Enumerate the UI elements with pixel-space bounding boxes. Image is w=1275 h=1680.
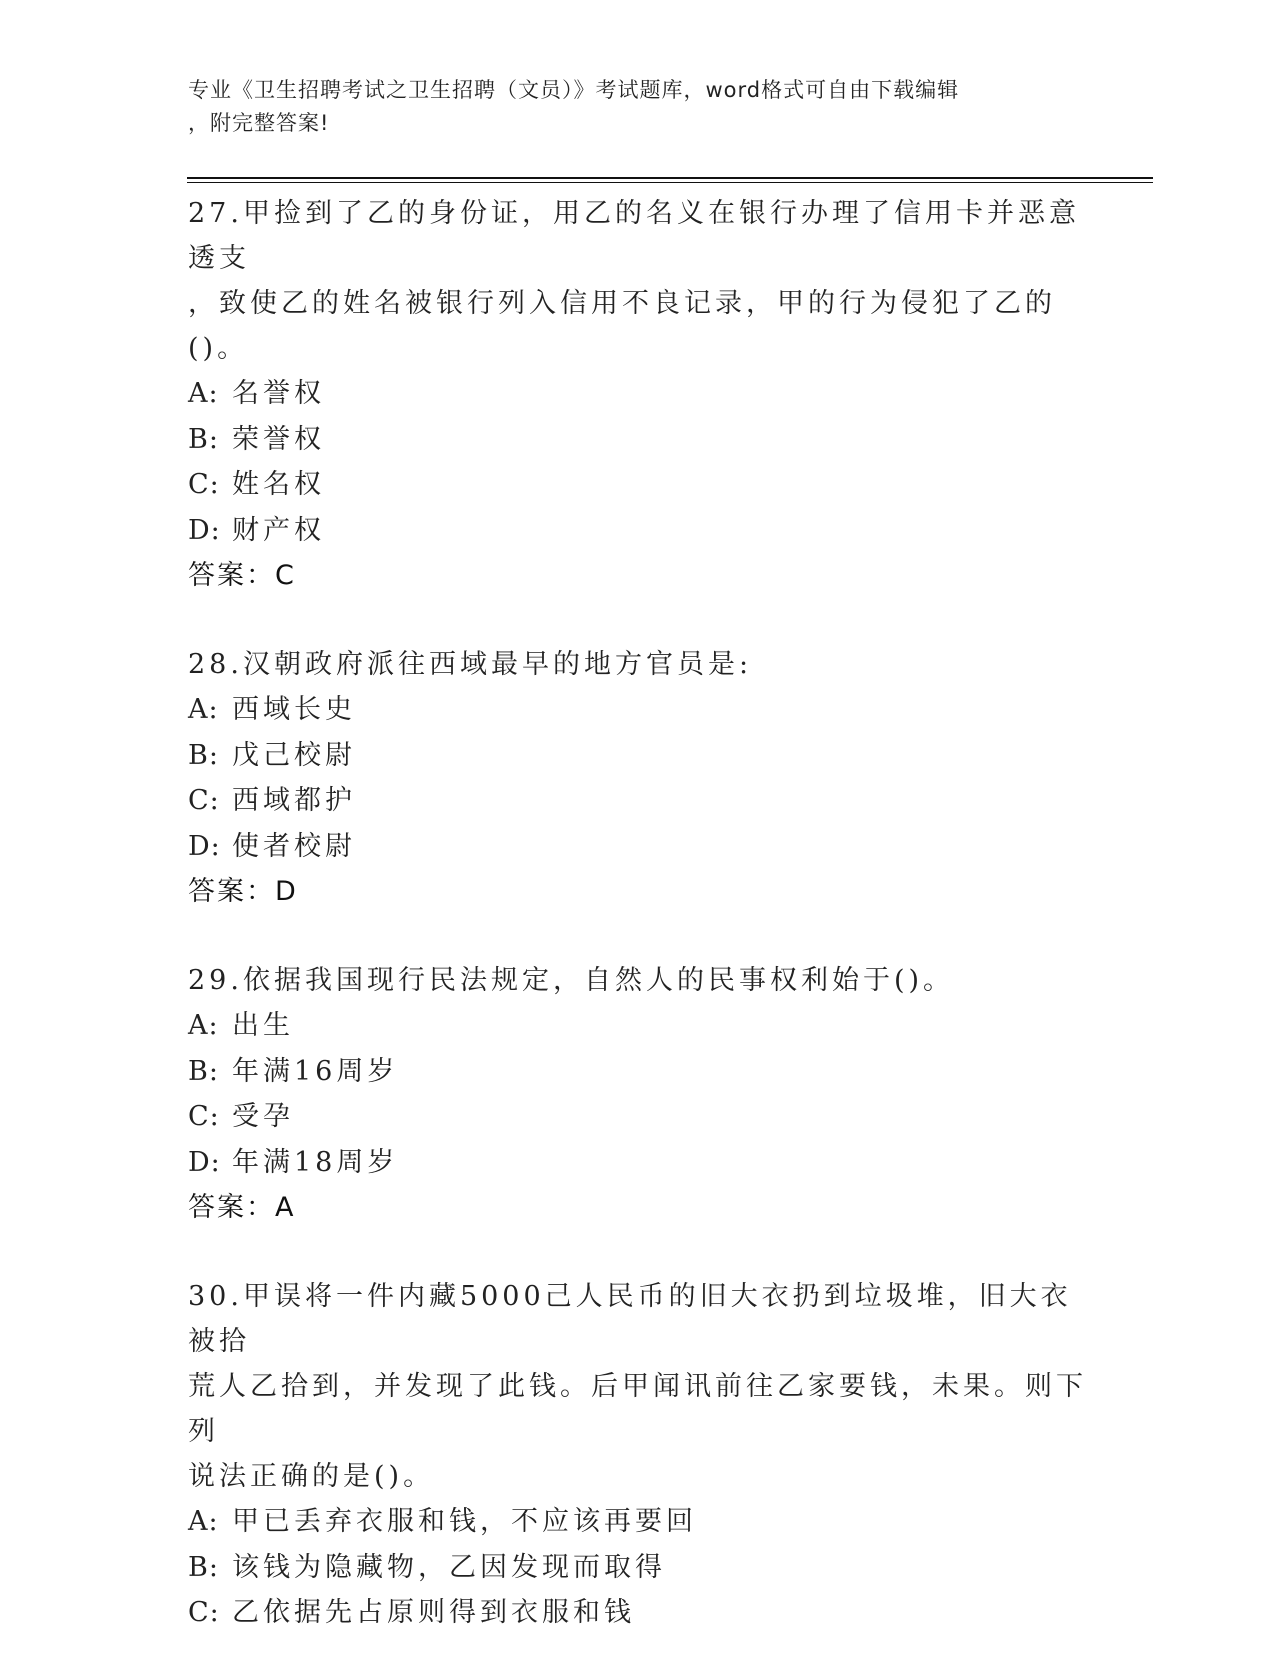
option-text: 受孕 <box>232 1101 294 1132</box>
option-b <box>188 1049 1088 1095</box>
question-30 <box>188 1274 1088 1636</box>
option-d <box>188 824 1088 870</box>
option-c <box>188 462 1088 508</box>
option-a <box>188 687 1088 733</box>
option-letter: C: <box>188 1101 220 1132</box>
question-stem-line: 说法正确的是()。 <box>188 1461 435 1492</box>
question-28 <box>188 642 1088 914</box>
option-text: 姓名权 <box>232 469 325 500</box>
header-divider-thin <box>187 182 1153 183</box>
answer-label: 答案：A <box>188 1192 296 1223</box>
option-d <box>188 508 1088 554</box>
option-b <box>188 1545 1088 1591</box>
header-line-1: 专业《卫生招聘考试之卫生招聘（文员）》考试题库，word格式可自由下载编辑 <box>188 78 960 102</box>
question-stem-line: 30.甲误将一件内藏5000己人民币的旧大衣扔到垃圾堆，旧大衣被拾 <box>188 1281 1072 1357</box>
header-line-2: ，附完整答案! <box>188 111 330 135</box>
option-letter: C: <box>188 1597 220 1628</box>
option-text: 甲已丢弃衣服和钱，不应该再要回 <box>232 1506 697 1537</box>
question-27 <box>188 191 1088 598</box>
option-b <box>188 733 1088 779</box>
answer-label: 答案：C <box>188 560 296 591</box>
option-letter: B: <box>188 1551 219 1583</box>
option-letter: B: <box>188 1055 219 1087</box>
question-stem-line: 荒人乙拾到，并发现了此钱。后甲闻讯前往乙家要钱，未果。则下列 <box>188 1371 1087 1447</box>
option-text: 荣誉权 <box>232 423 325 455</box>
option-text: 戊己校尉 <box>232 739 356 771</box>
option-text: 年满18周岁 <box>232 1146 399 1178</box>
option-text: 财产权 <box>232 514 325 546</box>
question-stem-line: 29.依据我国现行民法规定，自然人的民事权利始于()。 <box>188 965 955 996</box>
option-a <box>188 1003 1088 1049</box>
option-letter: B: <box>188 739 219 771</box>
question-29 <box>188 958 1088 1230</box>
option-c <box>188 778 1088 824</box>
option-a <box>188 1499 1088 1545</box>
option-letter: C: <box>188 469 220 500</box>
option-letter: A: <box>188 1506 219 1537</box>
header-divider-thick <box>187 177 1153 179</box>
option-a <box>188 371 1088 417</box>
question-stem-line: 27.甲捡到了乙的身份证，用乙的名义在银行办理了信用卡并恶意透支 <box>188 198 1080 274</box>
option-letter: D: <box>188 514 221 546</box>
answer-label: 答案：D <box>188 876 298 907</box>
question-stem-line: ，致使乙的姓名被银行列入信用不良记录，甲的行为侵犯了乙的()。 <box>188 288 1056 364</box>
option-text: 该钱为隐藏物，乙因发现而取得 <box>232 1551 666 1583</box>
option-text: 名誉权 <box>232 378 325 409</box>
option-c <box>188 1590 1088 1636</box>
option-text: 西域都护 <box>232 785 356 816</box>
question-stem-line: 28.汉朝政府派往西域最早的地方官员是: <box>188 649 753 680</box>
option-letter: B: <box>188 423 219 455</box>
option-letter: D: <box>188 1146 221 1178</box>
option-text: 年满16周岁 <box>232 1055 399 1087</box>
option-d <box>188 1140 1088 1186</box>
option-text: 出生 <box>232 1010 294 1041</box>
option-b <box>188 417 1088 463</box>
option-letter: C: <box>188 785 220 816</box>
option-letter: A: <box>188 1010 219 1041</box>
option-letter: A: <box>188 694 219 725</box>
document-header <box>188 74 1068 140</box>
option-text: 西域长史 <box>232 694 356 725</box>
option-text: 使者校尉 <box>232 830 356 862</box>
option-letter: D: <box>188 830 221 862</box>
option-c <box>188 1094 1088 1140</box>
option-text: 乙依据先占原则得到衣服和钱 <box>232 1597 635 1628</box>
option-letter: A: <box>188 378 219 409</box>
question-list <box>188 191 1088 1680</box>
